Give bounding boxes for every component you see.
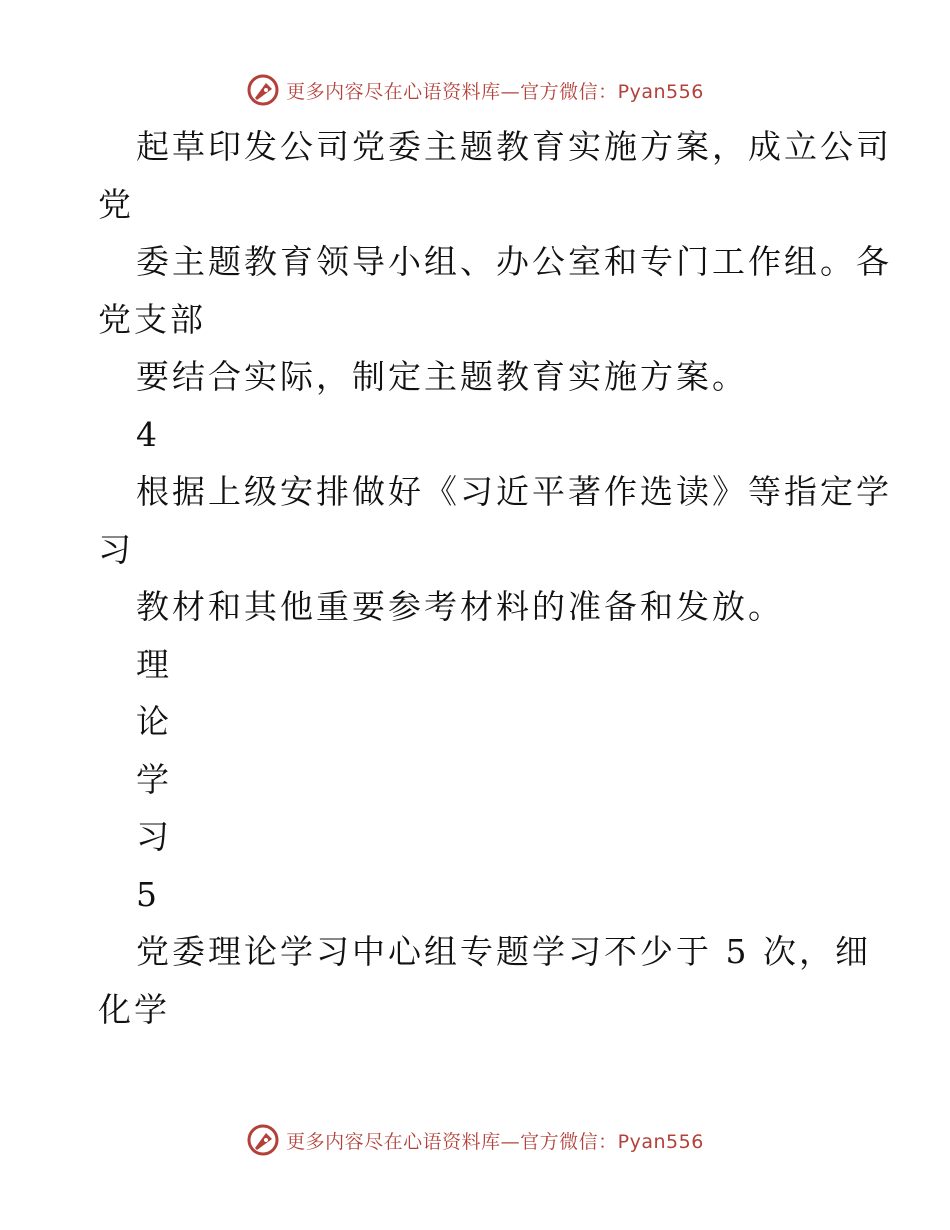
- footer-watermark: [0, 1120, 950, 1160]
- section-number: 5: [136, 874, 160, 914]
- section-heading-char: 论: [136, 702, 172, 741]
- text-line: 委主题教育领导小组、办公室和专门工作组。各: [136, 242, 892, 281]
- text-line: 党委理论学习中心组专题学习不少于 5 次，细: [136, 932, 871, 971]
- document-body: [98, 118, 898, 1038]
- text-line: 习: [98, 529, 134, 569]
- watermark-text: 更多内容尽在心语资料库—官方微信：Pyan556: [286, 80, 704, 103]
- watermark-text: 更多内容尽在心语资料库—官方微信：Pyan556: [286, 1130, 704, 1153]
- text-line: 党支部: [98, 299, 206, 339]
- text-line: 起草印发公司党委主题教育实施方案，成立公司: [136, 127, 892, 166]
- section-heading-char: 习: [136, 817, 172, 856]
- header-watermark: [0, 70, 950, 110]
- section-number: 4: [136, 414, 160, 454]
- text-line: 根据上级安排做好《习近平著作选读》等指定学: [136, 472, 892, 511]
- text-line: 要结合实际，制定主题教育实施方案。: [136, 357, 748, 396]
- pen-nib-logo-icon: [246, 1123, 280, 1157]
- text-line: 教材和其他重要参考材料的准备和发放。: [136, 587, 784, 626]
- text-line: 化学: [98, 989, 170, 1029]
- section-heading-char: 学: [136, 759, 172, 799]
- text-line: 党: [98, 184, 134, 224]
- pen-nib-logo-icon: [246, 73, 280, 107]
- section-heading-char: 理: [136, 644, 172, 684]
